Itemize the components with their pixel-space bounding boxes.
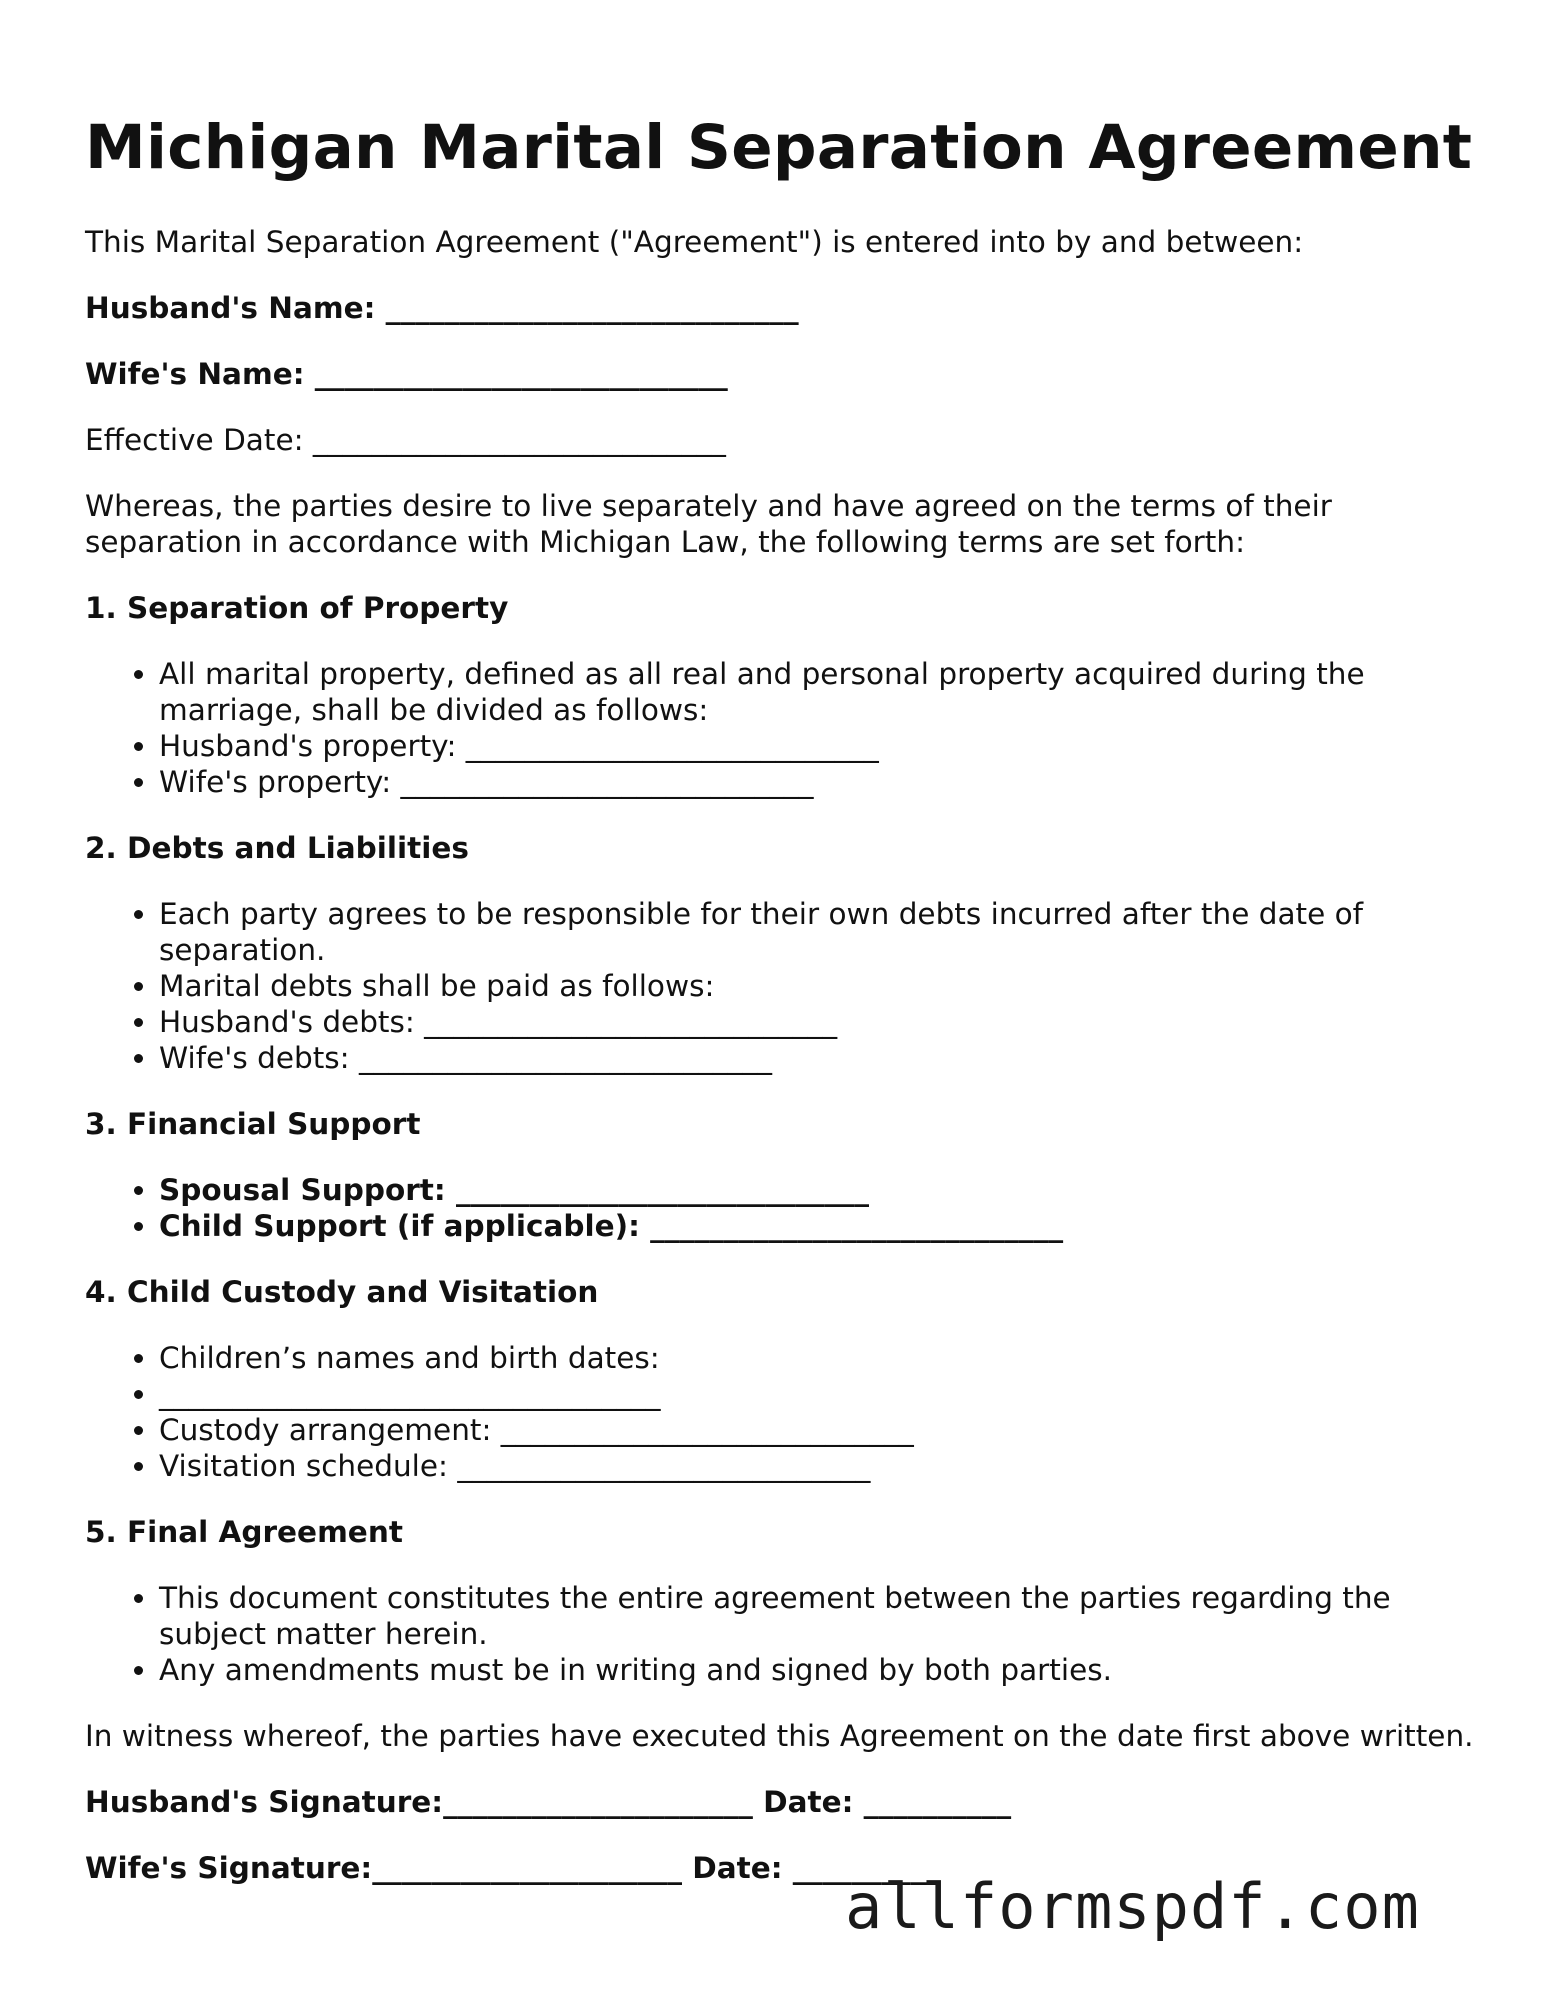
wife-signature-line: Wife's Signature:_____________________ Date: __________ (85, 1851, 941, 1885)
intro-text: This Marital Separation Agreement ("Agreement") is entered into by and between: (85, 225, 1304, 259)
list-item: • __________________________________ (159, 1376, 1485, 1412)
section-heading: 1. Separation of Property (85, 591, 509, 625)
husband-signature-line: Husband's Signature:_____________________ Date: __________ (85, 1785, 1012, 1819)
list-item: • Husband's debts: ____________________________ (159, 1004, 1485, 1040)
document-title: Michigan Marital Separation Agreement (85, 112, 1473, 183)
list-item: • Any amendments must be in writing and signed by both parties. (159, 1652, 1485, 1688)
list-item: • All marital property, defined as all real and personal property acquired during the marriage, shall be divided as follows: (159, 656, 1485, 728)
section-heading: 5. Final Agreement (85, 1515, 403, 1549)
whereas-paragraph: Whereas, the parties desire to live separately and have agreed on the terms of their separation in accordance with Michigan Law, the following terms are set forth: (85, 489, 1332, 559)
list-item: • Marital debts shall be paid as follows: (159, 968, 1485, 1004)
wife-name-field: Wife's Name: ____________________________ (85, 357, 728, 391)
list-item: • Spousal Support: ____________________________ (159, 1172, 1485, 1208)
witness-paragraph: In witness whereof, the parties have executed this Agreement on the date first above written. (85, 1719, 1474, 1753)
list-item: • This document constitutes the entire agreement between the parties regarding the subject matter herein. (159, 1580, 1485, 1652)
document-page (85, 0, 1485, 1886)
list-item: • Each party agrees to be responsible for their own debts incurred after the date of separation. (159, 896, 1485, 968)
effective-date-field: Effective Date: ____________________________ (85, 423, 726, 457)
section-heading: 2. Debts and Liabilities (85, 831, 469, 865)
watermark-text: allformspdf.com (845, 1870, 1420, 1943)
section-list (85, 1172, 1485, 1244)
list-item: • Visitation schedule: ____________________________ (159, 1448, 1485, 1484)
list-item: • Wife's debts: ____________________________ (159, 1040, 1485, 1076)
list-item: • Children’s names and birth dates: (159, 1340, 1485, 1376)
section-list (85, 656, 1485, 800)
section-list (85, 1580, 1485, 1688)
section-list (85, 1340, 1485, 1484)
list-item: • Custody arrangement: ____________________________ (159, 1412, 1485, 1448)
section-list (85, 896, 1485, 1076)
list-item: • Wife's property: ____________________________ (159, 764, 1485, 800)
list-item: • Child Support (if applicable): ____________________________ (159, 1208, 1485, 1244)
section-heading: 3. Financial Support (85, 1107, 421, 1141)
husband-name-field: Husband's Name: ____________________________ (85, 291, 799, 325)
section-heading: 4. Child Custody and Visitation (85, 1275, 599, 1309)
list-item: • Husband's property: ____________________________ (159, 728, 1485, 764)
